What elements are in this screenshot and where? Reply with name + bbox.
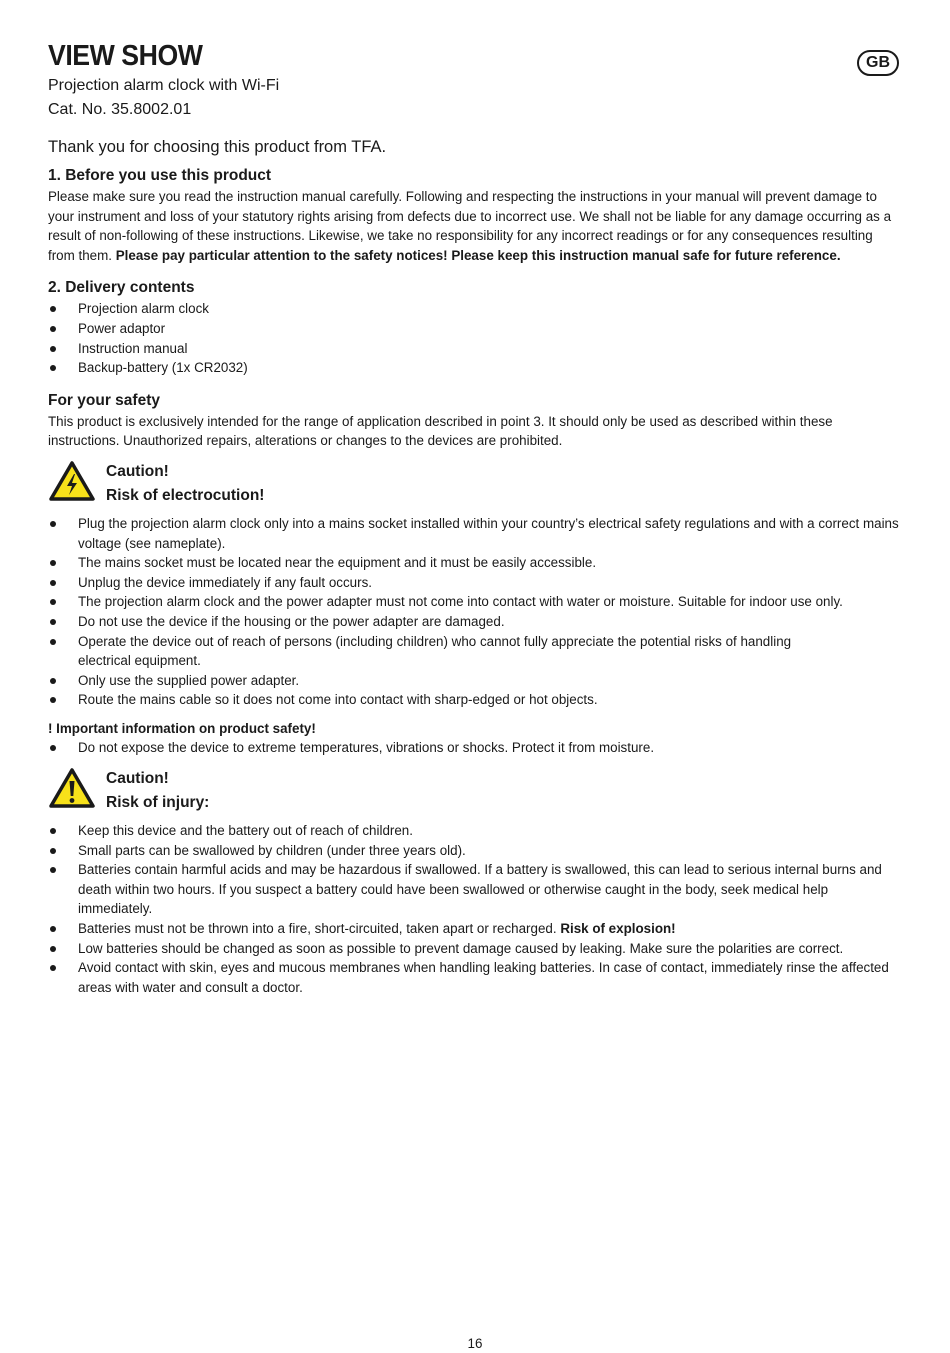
bullet-icon bbox=[50, 619, 56, 625]
risk-label: Risk of injury: bbox=[106, 794, 210, 812]
list-item-text: Keep this device and the battery out of reach of children. bbox=[78, 823, 413, 839]
injury-list bbox=[48, 821, 903, 997]
section-body-before-use bbox=[48, 187, 903, 265]
list-item-text: Do not expose the device to extreme temperatures, vibrations or shocks. Protect it from moisture. bbox=[78, 740, 655, 756]
list-item bbox=[48, 690, 903, 710]
list-item bbox=[48, 919, 903, 939]
list-item bbox=[48, 339, 903, 359]
important-list bbox=[48, 738, 903, 758]
bullet-icon bbox=[50, 678, 56, 684]
list-item bbox=[48, 671, 903, 691]
bullet-icon bbox=[50, 560, 56, 566]
list-item-text: Low batteries should be changed as soon as possible to prevent damage caused by leaking. Make sure the polarities are correct. bbox=[78, 940, 844, 956]
list-item-text: Backup-battery (1x CR2032) bbox=[78, 360, 248, 376]
safety-body: This product is exclusively intended for the range of application described in point 3. It should only be used as described within these instructions. Unauthorized repairs, alterations or changes to the devices are prohibited. bbox=[48, 413, 833, 449]
bullet-icon bbox=[50, 926, 56, 932]
bullet-icon bbox=[50, 828, 56, 834]
list-item-text: Only use the supplied power adapter. bbox=[78, 672, 300, 688]
list-item-text: Batteries contain harmful acids and may be hazardous if swallowed. If a battery is swallowed, this can lead to serious internal burns and death within two hours. If you suspect a battery could have been swallowed or otherwise caught in the body, seek medical help immediately. bbox=[78, 862, 882, 917]
bullet-icon bbox=[50, 946, 56, 952]
section-heading-delivery: 2. Delivery contents bbox=[48, 279, 195, 297]
list-item-text: Instruction manual bbox=[78, 340, 188, 356]
bullet-icon bbox=[50, 580, 56, 586]
risk-label: Risk of electrocution! bbox=[106, 486, 265, 504]
before-use-text: Please make sure you read the instruction manual carefully. Following and respecting the instructions in your manual will prevent damage to your instrument and loss of your statutory rights arising from defects due to incorrect use. We shall not be liable for any damage occurring as a result of non-following of these instructions. Likewise, we take no responsibility for any incorrect readings or for any consequences resulting from them. bbox=[48, 189, 892, 263]
bullet-icon bbox=[50, 346, 56, 352]
bullet-icon bbox=[50, 521, 56, 527]
list-item-text: Unplug the device immediately if any fault occurs. bbox=[78, 574, 372, 590]
list-item-text: Plug the projection alarm clock only into a mains socket installed within your country’s electrical safety regulations and with a correct mains voltage (see nameplate). bbox=[78, 515, 899, 551]
caution-label: Caution! bbox=[106, 770, 169, 788]
list-item bbox=[48, 958, 903, 997]
section-heading-safety: For your safety bbox=[48, 391, 160, 409]
list-item bbox=[48, 860, 903, 919]
list-item-text: The projection alarm clock and the power adapter must not come into contact with water or moisture. Suitable for indoor use only. bbox=[78, 594, 843, 610]
list-item-text: Operate the device out of reach of persons (including children) who cannot fully appreciate the potential risks of handling electrical equipment. bbox=[78, 633, 792, 669]
list-item bbox=[48, 841, 903, 861]
electric-hazard-icon bbox=[48, 460, 96, 502]
list-item-text: Avoid contact with skin, eyes and mucous membranes when handling leaking batteries. In case of contact, immediately rinse the affected areas with water and consult a doctor. bbox=[78, 960, 889, 995]
list-item bbox=[48, 632, 903, 671]
bullet-icon bbox=[50, 306, 56, 312]
list-item bbox=[48, 821, 903, 841]
list-item bbox=[48, 592, 903, 612]
warning-exclamation-icon bbox=[48, 767, 96, 809]
bullet-icon bbox=[50, 867, 56, 873]
bullet-icon bbox=[50, 965, 56, 971]
main-content bbox=[48, 165, 903, 997]
electrocution-list bbox=[48, 514, 903, 710]
catalog-number: Cat. No. 35.8002.01 bbox=[48, 101, 192, 118]
bullet-icon bbox=[50, 697, 56, 703]
electrocution-warning-text bbox=[106, 460, 264, 508]
list-item bbox=[48, 939, 903, 959]
intro-text: Thank you for choosing this product from TFA. bbox=[48, 138, 387, 156]
list-item-text: Power adaptor bbox=[78, 320, 166, 336]
country-badge: GB bbox=[857, 50, 899, 76]
list-item-text: Batteries must not be thrown into a fire, short-circuited, taken apart or recharged. bbox=[78, 921, 557, 937]
injury-warning-text bbox=[106, 767, 209, 815]
bullet-icon bbox=[50, 599, 56, 605]
list-item-text: Do not use the device if the housing or the power adapter are damaged. bbox=[78, 613, 505, 629]
list-item-text: The mains socket must be located near the equipment and it must be easily accessible. bbox=[78, 555, 597, 571]
list-item-text: Route the mains cable so it does not come into contact with sharp-edged or hot objects. bbox=[78, 692, 598, 708]
bullet-icon bbox=[50, 639, 56, 645]
list-item bbox=[48, 514, 903, 553]
bullet-icon bbox=[50, 365, 56, 371]
caution-label: Caution! bbox=[106, 462, 169, 480]
important-heading: ! Important information on product safety! bbox=[48, 720, 316, 736]
injury-warning bbox=[48, 767, 903, 815]
section-heading-before-use: 1. Before you use this product bbox=[48, 167, 272, 184]
bullet-icon bbox=[50, 326, 56, 332]
electrocution-warning bbox=[48, 460, 903, 508]
product-title: VIEW SHOW bbox=[48, 40, 203, 72]
list-item bbox=[48, 299, 903, 319]
product-subtitle: Projection alarm clock with Wi-Fi bbox=[48, 77, 280, 94]
before-use-emphasis: Please pay particular attention to the safety notices! Please keep this instruction manual safe for future reference. bbox=[115, 247, 841, 263]
list-item bbox=[48, 573, 903, 593]
list-item bbox=[48, 319, 903, 339]
delivery-list bbox=[48, 299, 903, 377]
explosion-emphasis: Risk of explosion! bbox=[560, 921, 676, 937]
list-item-text: Small parts can be swallowed by children (under three years old). bbox=[78, 842, 466, 858]
list-item bbox=[48, 738, 903, 758]
bullet-icon bbox=[50, 745, 56, 751]
list-item bbox=[48, 612, 903, 632]
page-number: 16 bbox=[467, 1336, 483, 1351]
list-item-text: Projection alarm clock bbox=[78, 301, 209, 317]
list-item bbox=[48, 553, 903, 573]
bullet-icon bbox=[50, 848, 56, 854]
list-item bbox=[48, 358, 903, 378]
